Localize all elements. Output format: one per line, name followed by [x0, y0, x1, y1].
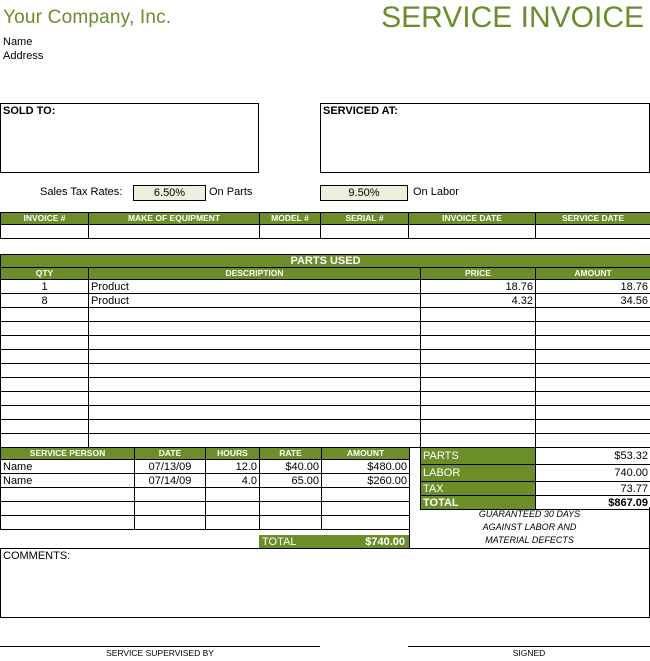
labor-tax-label: On Labor	[413, 186, 459, 198]
comments-box[interactable]	[0, 548, 650, 618]
parts-qty-cell[interactable]: 8	[1, 294, 89, 308]
labor-row	[1, 474, 410, 488]
labor-table	[0, 447, 410, 530]
parts-used-banner: PARTS USED	[1, 255, 650, 268]
parts-qty-cell[interactable]	[1, 322, 89, 336]
invoice-number-cell[interactable]	[1, 225, 89, 239]
labor-date-cell[interactable]: 07/14/09	[135, 474, 206, 488]
parts-amount-cell[interactable]: 18.76	[536, 280, 650, 294]
summary-labor-value: 740.00	[536, 465, 650, 482]
summary-tax-label: TAX	[421, 482, 536, 496]
parts-row	[1, 294, 650, 308]
parts-qty-cell[interactable]	[1, 392, 89, 406]
header-description: DESCRIPTION	[89, 268, 421, 280]
parts-amount-cell[interactable]: 34.56	[536, 294, 650, 308]
parts-description-cell[interactable]	[89, 420, 421, 434]
parts-row	[1, 350, 650, 364]
header-service-person: SERVICE PERSON	[1, 448, 135, 460]
summary-labor-row	[421, 465, 650, 482]
labor-hours-cell[interactable]	[206, 488, 260, 502]
labor-amount-cell[interactable]	[322, 502, 410, 516]
parts-tax-rate-field[interactable]: 6.50%	[133, 185, 206, 201]
parts-qty-cell[interactable]	[1, 420, 89, 434]
summary-parts-row	[421, 448, 650, 465]
service-date-cell[interactable]	[536, 225, 650, 239]
labor-date-cell[interactable]	[135, 488, 206, 502]
signed-line[interactable]	[408, 646, 650, 647]
header-serial-number: SERIAL #	[321, 213, 409, 225]
labor-row	[1, 460, 410, 474]
parts-description-cell[interactable]	[89, 392, 421, 406]
parts-amount-cell[interactable]	[536, 420, 650, 434]
labor-service-person-cell[interactable]	[1, 516, 135, 530]
parts-price-cell[interactable]	[421, 364, 536, 378]
labor-service-person-cell[interactable]: Name	[1, 460, 135, 474]
parts-description-cell[interactable]	[89, 406, 421, 420]
signed-label: SIGNED	[512, 648, 546, 658]
invoice-date-cell[interactable]	[409, 225, 536, 239]
labor-rate-cell[interactable]: $40.00	[260, 460, 322, 474]
header-qty: QTY	[1, 268, 89, 280]
header-hours: HOURS	[206, 448, 260, 460]
labor-total-label: TOTAL	[259, 535, 321, 549]
parts-description-cell[interactable]	[89, 308, 421, 322]
parts-price-cell[interactable]	[421, 336, 536, 350]
parts-banner-row	[1, 255, 650, 268]
parts-qty-cell[interactable]	[1, 308, 89, 322]
parts-amount-cell[interactable]	[536, 322, 650, 336]
parts-qty-cell[interactable]	[1, 434, 89, 448]
parts-used-table	[0, 254, 650, 448]
labor-amount-cell[interactable]: $260.00	[322, 474, 410, 488]
parts-price-cell[interactable]	[421, 392, 536, 406]
labor-rate-cell[interactable]	[260, 488, 322, 502]
parts-header-row	[1, 268, 650, 280]
info-value-row	[1, 225, 650, 239]
serial-number-cell[interactable]	[321, 225, 409, 239]
parts-amount-cell[interactable]	[536, 350, 650, 364]
labor-hours-cell[interactable]: 4.0	[206, 474, 260, 488]
tax-rates-label: Sales Tax Rates:	[40, 186, 123, 198]
labor-hours-cell[interactable]	[206, 502, 260, 516]
guarantee-line-3: MATERIAL DEFECTS	[485, 535, 574, 545]
summary-tax-row	[421, 482, 650, 496]
company-name-line: Name	[3, 36, 33, 48]
supervised-by-line[interactable]	[0, 646, 320, 647]
parts-qty-cell[interactable]	[1, 350, 89, 364]
header-make-of-equipment: MAKE OF EQUIPMENT	[89, 213, 260, 225]
header-model-number: MODEL #	[260, 213, 321, 225]
parts-price-cell[interactable]	[421, 420, 536, 434]
parts-qty-cell[interactable]	[1, 364, 89, 378]
header-service-date: SERVICE DATE	[536, 213, 650, 225]
serviced-at-label: SERVICED AT:	[323, 105, 398, 117]
parts-description-cell[interactable]	[89, 364, 421, 378]
company-address-line: Address	[3, 50, 44, 62]
parts-tax-label: On Parts	[209, 186, 253, 198]
labor-total-value: $740.00	[321, 535, 409, 549]
parts-price-cell[interactable]: 4.32	[421, 294, 536, 308]
invoice-info-table	[0, 212, 650, 239]
info-header-row	[1, 213, 650, 225]
labor-rate-cell[interactable]	[260, 516, 322, 530]
serviced-at-box[interactable]	[320, 103, 650, 173]
labor-rate-cell[interactable]: 65.00	[260, 474, 322, 488]
parts-row	[1, 364, 650, 378]
parts-row	[1, 392, 650, 406]
labor-date-cell[interactable]	[135, 516, 206, 530]
comments-label: COMMENTS:	[3, 550, 71, 562]
parts-price-cell[interactable]	[421, 406, 536, 420]
parts-row	[1, 336, 650, 350]
parts-description-cell[interactable]: Product	[89, 294, 421, 308]
sold-to-label: SOLD TO:	[3, 105, 56, 117]
parts-description-cell[interactable]	[89, 378, 421, 392]
parts-amount-cell[interactable]	[536, 434, 650, 448]
parts-description-cell[interactable]: Product	[89, 280, 421, 294]
parts-row	[1, 378, 650, 392]
parts-price-cell[interactable]	[421, 308, 536, 322]
labor-amount-cell[interactable]	[322, 516, 410, 530]
parts-qty-cell[interactable]	[1, 406, 89, 420]
model-number-cell[interactable]	[260, 225, 321, 239]
parts-row	[1, 434, 650, 448]
parts-qty-cell[interactable]	[1, 378, 89, 392]
parts-row	[1, 406, 650, 420]
parts-amount-cell[interactable]	[536, 336, 650, 350]
parts-description-cell[interactable]	[89, 322, 421, 336]
parts-row	[1, 322, 650, 336]
parts-qty-cell[interactable]: 1	[1, 280, 89, 294]
parts-description-cell[interactable]	[89, 350, 421, 364]
labor-hours-cell[interactable]: 12.0	[206, 460, 260, 474]
summary-table	[420, 447, 650, 510]
summary-total-value: $867.09	[536, 496, 650, 510]
parts-row	[1, 280, 650, 294]
parts-amount-cell[interactable]	[536, 392, 650, 406]
header-rate: RATE	[260, 448, 322, 460]
summary-total-label: TOTAL	[421, 496, 536, 510]
header-price: PRICE	[421, 268, 536, 280]
labor-date-cell[interactable]	[135, 502, 206, 516]
summary-tax-value: 73.77	[536, 482, 650, 496]
labor-rate-cell[interactable]	[260, 502, 322, 516]
sold-to-box[interactable]	[0, 103, 259, 173]
labor-date-cell[interactable]: 07/13/09	[135, 460, 206, 474]
header-invoice-number: INVOICE #	[1, 213, 89, 225]
labor-row	[1, 516, 410, 530]
labor-service-person-cell[interactable]	[1, 488, 135, 502]
parts-row	[1, 420, 650, 434]
labor-amount-cell[interactable]: $480.00	[322, 460, 410, 474]
labor-tax-rate-field[interactable]: 9.50%	[320, 185, 408, 201]
page-title: SERVICE INVOICE	[381, 1, 644, 34]
guarantee-box	[409, 507, 650, 549]
parts-price-cell[interactable]	[421, 322, 536, 336]
parts-qty-cell[interactable]	[1, 336, 89, 350]
parts-amount-cell[interactable]	[536, 406, 650, 420]
parts-amount-cell[interactable]	[536, 308, 650, 322]
labor-service-person-cell[interactable]: Name	[1, 474, 135, 488]
guarantee-line-1: GUARANTEED 30 DAYS	[478, 509, 581, 519]
parts-amount-cell[interactable]	[536, 364, 650, 378]
labor-row	[1, 488, 410, 502]
parts-price-cell[interactable]	[421, 434, 536, 448]
parts-price-cell[interactable]	[421, 350, 536, 364]
make-of-equipment-cell[interactable]	[89, 225, 260, 239]
labor-row	[1, 502, 410, 516]
summary-labor-label: LABOR	[421, 465, 536, 482]
parts-price-cell[interactable]	[421, 378, 536, 392]
labor-amount-cell[interactable]	[322, 488, 410, 502]
parts-amount-cell[interactable]	[536, 378, 650, 392]
guarantee-line-2: AGAINST LABOR AND	[482, 522, 577, 532]
labor-header-row	[1, 448, 410, 460]
supervised-by-label: SERVICE SUPERVISED BY	[106, 648, 214, 658]
header-date: DATE	[135, 448, 206, 460]
header-labor-amount: AMOUNT	[322, 448, 410, 460]
header-invoice-date: INVOICE DATE	[409, 213, 536, 225]
parts-description-cell[interactable]	[89, 336, 421, 350]
parts-row	[1, 308, 650, 322]
summary-parts-value: $53.32	[536, 448, 650, 465]
labor-service-person-cell[interactable]	[1, 502, 135, 516]
parts-price-cell[interactable]: 18.76	[421, 280, 536, 294]
parts-description-cell[interactable]	[89, 434, 421, 448]
labor-hours-cell[interactable]	[206, 516, 260, 530]
summary-parts-label: PARTS	[421, 448, 536, 465]
company-name: Your Company, Inc.	[3, 7, 172, 28]
header-amount: AMOUNT	[536, 268, 650, 280]
